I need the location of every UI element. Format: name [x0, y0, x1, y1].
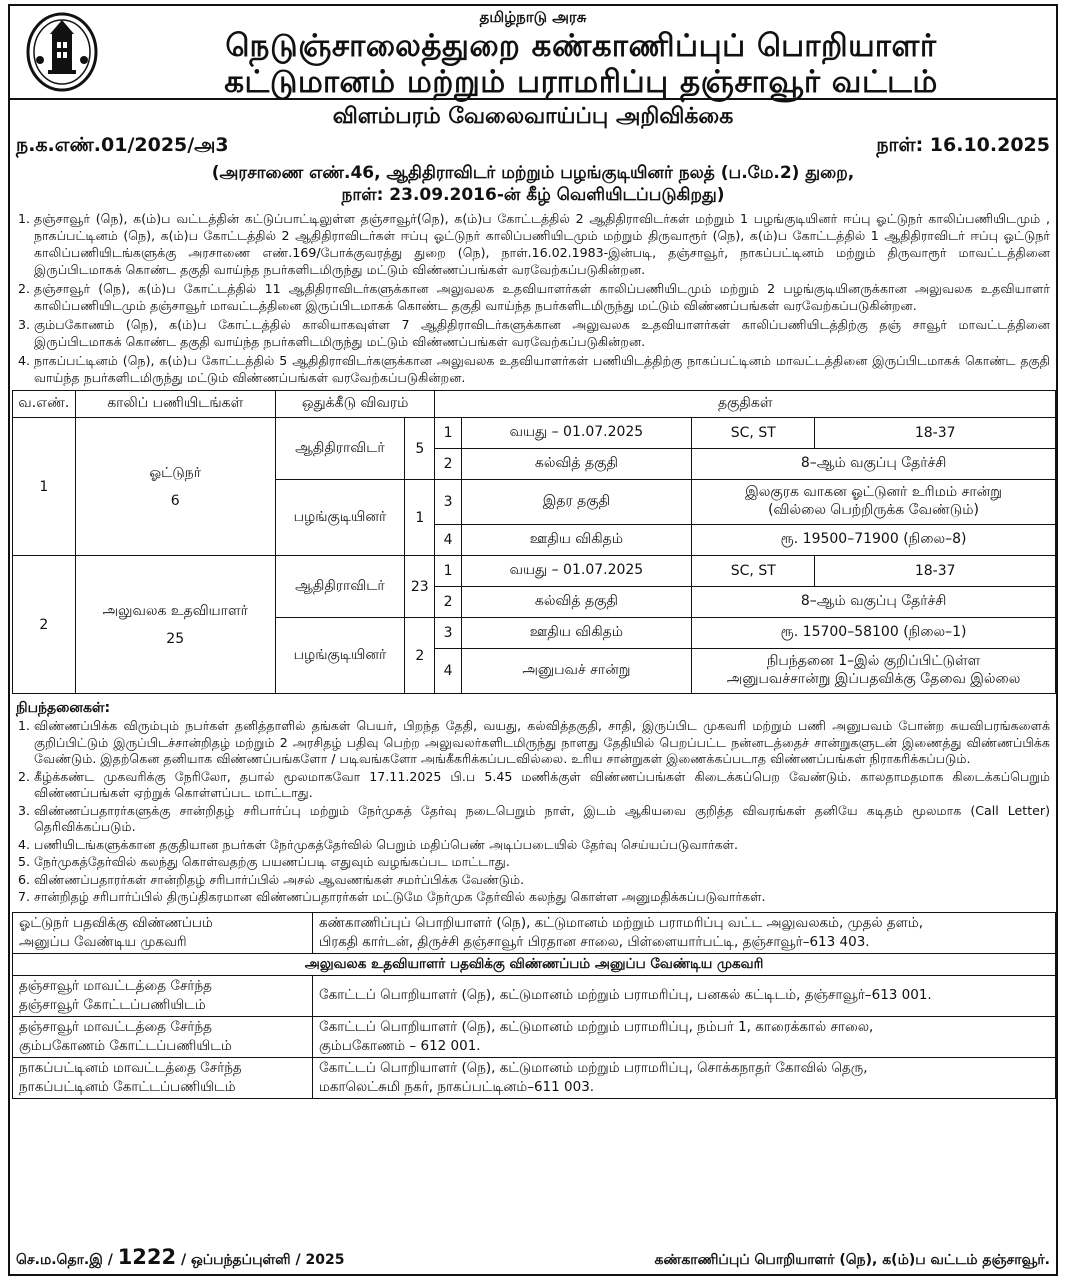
qualification-no: 4: [435, 525, 461, 556]
column-header: வ.எண்.: [13, 391, 76, 418]
qualification-value: 8–ஆம் வகுப்பு தேர்ச்சி: [692, 449, 1056, 480]
address-row: [13, 1016, 1056, 1057]
address-table: [12, 912, 1056, 1099]
condition-item: 5. நேர்முகத்தேர்வில் கலந்து கொள்வதற்கு பயணப்படி எதுவும் வழங்கப்பட மாட்டாது.: [34, 854, 1050, 871]
qualification-value-line2: அனுபவச்சான்று இப்பதவிக்கு தேவை இல்லை: [726, 671, 1021, 687]
qualification-label: வயது – 01.07.2025: [461, 418, 691, 449]
label-line1: நாகப்பட்டினம் மாவட்டத்தை சேர்ந்த: [19, 1059, 242, 1076]
division-address: [313, 1057, 1056, 1098]
qualification-no: 3: [435, 618, 461, 649]
label-line2: அனுப்ப வேண்டிய முகவரி: [19, 933, 187, 950]
paragraph: 2. தஞ்சாவூர் (நெ), க(ம்)ப கோட்டத்தில் 11 ஆதிதிராவிடர்களுக்கான அலுவலக உதவியாளர்கள் காலிப்பணியிடமும் மற்றும் 2 பழங்குடியினருக்கான அலுவலக உதவியாளர் காலிப்பணியிடமும் தஞ்சாவூர் மாவட்டத்தினை இருப்பிடமாகக் கொண்ட தகுதி வாய்ந்த நபர்களிடமிருந்து மட்டும் விண்ணப்பங்கள் வரவேற்கப்படுகின்றன.: [34, 280, 1050, 314]
condition-item: 4. பணியிடங்களுக்கான தகுதியான நபர்கள் நேர்முகத்தேர்வில் பெறும் மதிப்பெண் அடிப்படையில் தேர்வு செய்யப்படுவார்கள்.: [34, 837, 1050, 854]
division-address: [313, 975, 1056, 1016]
label-line1: தஞ்சாவூர் மாவட்டத்தை சேர்ந்த: [19, 1018, 212, 1035]
signature-line: கண்காணிப்புப் பொறியாளர் (நெ), க(ம்)ப வட்டம் தஞ்சாவூர்.: [654, 1252, 1050, 1268]
office-assistant-heading-row: [13, 953, 1056, 975]
qualification-category: SC, ST: [692, 556, 815, 587]
qualification-value: 8–ஆம் வகுப்பு தேர்ச்சி: [692, 587, 1056, 618]
qualification-value-line2: (வில்லை பெற்றிருக்க வேண்டும்): [768, 502, 980, 518]
qualification-label: ஊதிய விகிதம்: [461, 618, 691, 649]
allocation-category: பழங்குடியினர்: [275, 480, 404, 556]
qualification-no: 3: [435, 480, 461, 525]
allocation-count: 5: [405, 418, 435, 480]
paragraph: 4. நாகப்பட்டினம் (நெ), க(ம்)ப கோட்டத்தில் 5 ஆதிதிராவிடர்களுக்கான அலுவலக உதவியாளர்கள் பணியிடத்திற்கு நாகப்பட்டினம் மாவட்டத்தினை இருப்பிடமாகக் கொண்ட தகுதி வாய்ந்த நபர்களிடமிருந்து மட்டும் விண்ணப்பங்கள் வரவேற்கப்படுகின்றன.: [34, 352, 1050, 386]
qualification-value-line1: இலகுரக வாகன ஓட்டுனர் உரிமம் சான்று: [745, 484, 1002, 500]
release-suffix: / ஒப்பந்தப்புள்ளி / 2025: [181, 1252, 345, 1268]
post-title: ஓட்டுநர்: [149, 464, 202, 481]
label-line1: தஞ்சாவூர் மாவட்டத்தை சேர்ந்த: [19, 977, 212, 994]
header: [10, 6, 1056, 100]
paragraph: 1. தஞ்சாவூர் (நெ), க(ம்)ப வட்டத்தின் கட்டுப்பாட்டிலுள்ள தஞ்சாவூர்(நெ), க(ம்)ப கோட்டத்தில் 2 ஆதிதிராவிடர்கள் மற்றும் 1 பழங்குடியினர் ஈப்பு ஓட்டுநர் காலிப்பணியிடமும் , நாகப்பட்டினம் (நெ), க(ம்)ப கோட்டத்தில் 2 ஆதிதிராவிடர்கள் ஈப்பு ஓட்டுநர் காலிப்பணியிடமும் மற்றும் திருவாரூர் (நெ), க(ம்)ப கோட்டத்தில் 1 ஆதிதிராவிடர் ஈப்பு ஓட்டுநர் காலிப்பணியிடங்களுக்கு அரசாணை எண்.169/போக்குவரத்து துறை (நெ), நாள்.16.02.1983-இன்படி, தஞ்சாவூர், நாகப்பட்டினம் மற்றும் திருவாரூர் மாவட்டத்தினை இருப்பிடமாகக் கொண்ட தகுதி வாய்ந்த நபர்களிடமிருந்து மட்டும் விண்ணப்பங்கள் வரவேற்கப்படுகின்றன.: [34, 210, 1050, 278]
qualification-value: 18-37: [815, 556, 1056, 587]
post-name: [75, 556, 275, 694]
column-header: ஒதுக்கீடு விவரம்: [275, 391, 435, 418]
qualification-no: 1: [435, 556, 461, 587]
address-line1: கோட்டப் பொறியாளர் (நெ), கட்டுமானம் மற்றும் பராமரிப்பு, சொக்கநாதர் கோவில் தெரு,: [319, 1059, 868, 1076]
notice-page: [8, 4, 1058, 1276]
column-header: காலிப் பணியிடங்கள்: [75, 391, 275, 418]
address-line1: கோட்டப் பொறியாளர் (நெ), கட்டுமானம் மற்றும் பராமரிப்பு, நம்பர் 1, காரைக்கால் சாலை,: [319, 1018, 874, 1035]
qualification-no: 2: [435, 587, 461, 618]
post-title: அலுவலக உதவியாளர்: [102, 602, 248, 619]
qualification-value: [692, 480, 1056, 525]
notice-title: விளம்பரம் வேலைவாய்ப்பு அறிவிக்கை: [332, 104, 734, 129]
division-label: [13, 975, 313, 1016]
label-line2: நாகப்பட்டினம் கோட்டப்பணியிடம்: [19, 1078, 236, 1095]
division-address: [313, 1016, 1056, 1057]
qualification-category: SC, ST: [692, 418, 815, 449]
qualification-value-line1: நிபந்தனை 1–இல் குறிப்பிட்டுள்ள: [766, 653, 981, 669]
allocation-category: ஆதிதிராவிடர்: [275, 418, 404, 480]
condition-item: 3. விண்ணப்பதாரர்களுக்கு சான்றிதழ் சரிபார்ப்பு மற்றும் நேர்முகத் தேர்வு நடைபெறும் நாள், இடம் ஆகியவை குறித்த விவரங்கள் தனியே கடிதம் மூலமாக (Call Letter) தெரிவிக்கப்படும்.: [34, 803, 1050, 836]
office-title-line2: கட்டுமானம் மற்றும் பராமரிப்பு தஞ்சாவூர் வட்டம்: [224, 64, 938, 100]
release-prefix: செ.ம.தொ.இ /: [16, 1252, 113, 1268]
notice-date: நாள்: 16.10.2025: [876, 134, 1050, 156]
government-name: தமிழ்நாடு அரசு: [479, 8, 587, 26]
qualification-label: அனுபவச் சான்று: [461, 649, 691, 694]
qualification-value: 18-37: [815, 418, 1056, 449]
label-line1: ஓட்டுநர் பதவிக்கு விண்ணப்பம்: [19, 914, 213, 931]
address-line1: கோட்டப் பொறியாளர் (நெ), கட்டுமானம் மற்றும் பராமரிப்பு, பனகல் கட்டிடம், தஞ்சாவூர்–613 001.: [319, 987, 932, 1003]
post-count: 25: [166, 630, 185, 647]
driver-address: [313, 912, 1056, 953]
reference-row: [10, 134, 1056, 159]
qualification-value: ரூ. 15700–58100 (நிலை–1): [692, 618, 1056, 649]
address-row: [13, 1057, 1056, 1098]
table-row: [13, 418, 1056, 449]
release-number: 1222: [117, 1245, 177, 1269]
conditions-title: நிபந்தனைகள்:: [16, 700, 111, 716]
table-header-row: [13, 391, 1056, 418]
allocation-count: 1: [405, 480, 435, 556]
allocation-count: 23: [405, 556, 435, 618]
allocation-category: ஆதிதிராவிடர்: [275, 556, 404, 618]
qualification-label: கல்வித் தகுதி: [461, 587, 691, 618]
post-count: 6: [170, 492, 180, 509]
address-row: [13, 975, 1056, 1016]
address-line2: பிரகதி கார்டன், திருச்சி தஞ்சாவூர் பிரதான சாலை, பிள்ளையார்பட்டி, தஞ்சாவூர்–613 403.: [319, 933, 870, 950]
qualification-no: 4: [435, 649, 461, 694]
serial-number: 2: [13, 556, 76, 694]
address-line2: மகாலெட்சுமி நகர், நாகப்பட்டினம்–611 003.: [319, 1078, 595, 1095]
office-assistant-address-heading: அலுவலக உதவியாளர் பதவிக்கு விண்ணப்பம் அனுப்ப வேண்டிய முகவரி: [13, 953, 1056, 975]
qualification-no: 1: [435, 418, 461, 449]
table-row: [13, 556, 1056, 587]
serial-number: 1: [13, 418, 76, 556]
allocation-category: பழங்குடியினர்: [275, 618, 404, 694]
footer: [10, 1245, 1056, 1270]
paragraph: 3. கும்பகோணம் (நெ), க(ம்)ப கோட்டத்தில் காலியாகவுள்ள 7 ஆதிதிராவிடர்களுக்கான அலுவலக உதவியாளர்கள் காலிப்பணியிடத்திற்கு தஞ் சாவூர் மாவட்டத்தினை இருப்பிடமாகக் கொண்ட தகுதி வாய்ந்த நபர்களிடமிருந்து மட்டும் விண்ணப்பங்கள் வரவேற்கப்படுகின்றன.: [34, 316, 1050, 350]
address-line1: கண்காணிப்புப் பொறியாளர் (நெ), கட்டுமானம் மற்றும் பராமரிப்பு வட்ட அலுவலகம், முதல் தளம்,: [319, 914, 924, 931]
conditions-list: [10, 718, 1056, 906]
address-line2: கும்பகோணம் – 612 001.: [319, 1037, 481, 1054]
reference-number: ந.க.எண்.01/2025/அ3: [16, 134, 229, 156]
qualification-no: 2: [435, 449, 461, 480]
qualification-value: [692, 649, 1056, 694]
qualification-label: கல்வித் தகுதி: [461, 449, 691, 480]
condition-item: 2. கீழ்க்கண்ட முகவரிக்கு நேரிலோ, தபால் மூலமாகவோ 17.11.2025 பி.ப 5.45 மணிக்குள் விண்ணப்பங்கள் கிடைக்கப்பெற வேண்டும். காலதாமதமாக கிடைக்கப்பெறும் விண்ணப்பங்கள் ஏற்றுக் கொள்ளப்பட மாட்டாது.: [34, 769, 1050, 802]
release-code: [16, 1245, 344, 1270]
vacancy-table: [12, 390, 1056, 694]
label-line2: கும்பகோணம் கோட்டப்பணியிடம்: [19, 1037, 232, 1054]
vacancy-paragraphs: [10, 210, 1056, 386]
qualification-label: வயது – 01.07.2025: [461, 556, 691, 587]
subtitle-line1: (அரசாணை எண்.46, ஆதிதிராவிடர் மற்றும் பழங்குடியினர் நலத் (ப.மே.2) துறை,: [211, 163, 855, 183]
post-name: [75, 418, 275, 556]
division-label: [13, 1016, 313, 1057]
condition-item: 6. விண்ணப்பதாரர்கள் சான்றிதழ் சரிபார்ப்பில் அசல் ஆவணங்கள் சமர்ப்பிக்க வேண்டும்.: [34, 872, 1050, 889]
allocation-count: 2: [405, 618, 435, 694]
qualification-value: ரூ. 19500–71900 (நிலை–8): [692, 525, 1056, 556]
condition-item: 7. சான்றிதழ் சரிபார்ப்பில் திருப்திகரமான விண்ணப்பதாரர்கள் மட்டுமே நேர்முக தேர்வில் கலந்து கொள்ள அனுமதிக்கப்படுவார்கள்.: [34, 889, 1050, 906]
condition-item: 1. விண்ணப்பிக்க விரும்பும் நபர்கள் தனித்தாளில் தங்கள் பெயர், பிறந்த தேதி, வயது, கல்வித்தகுதி, சாதி, இருப்பிட முகவரி மற்றும் பணி அனுபவம் போன்ற சுயவிபரங்களைக் குறிப்பிட்டும் இருப்பிடச்சான்றிதழ் மற்றும் 2 அரசிதழ் பதிவு பெற்ற அலுவலர்களிடமிருந்து நாளது தேதியில் பெறப்பட்ட நன்னடத்தைச் சான்றுகளுடன் இணைத்து விண்ணப்பிக்க வேண்டும். இதற்கென தனியாக விண்ணப்பங்களோ / படிவங்களோ அங்கீகரிக்கப்படவில்லை. உரிய சான்றுகள் இணைக்கப்படாத விண்ணப்பங்கள் நிராகரிக்கப்படும்.: [34, 718, 1050, 768]
driver-address-label: [13, 912, 313, 953]
subtitle-line2: நாள்: 23.09.2016-ன் கீழ் வெளியிடப்படுகிறது): [341, 185, 725, 205]
division-label: [13, 1057, 313, 1098]
office-title-line1: நெடுஞ்சாலைத்துறை கண்காணிப்புப் பொறியாளர்: [225, 28, 937, 64]
qualification-label: இதர தகுதி: [461, 480, 691, 525]
column-header: தகுதிகள்: [435, 391, 1056, 418]
label-line2: தஞ்சாவூர் கோட்டப்பணியிடம்: [19, 996, 206, 1013]
government-order-reference: [10, 162, 1056, 206]
driver-address-row: [13, 912, 1056, 953]
qualification-label: ஊதிய விகிதம்: [461, 525, 691, 556]
